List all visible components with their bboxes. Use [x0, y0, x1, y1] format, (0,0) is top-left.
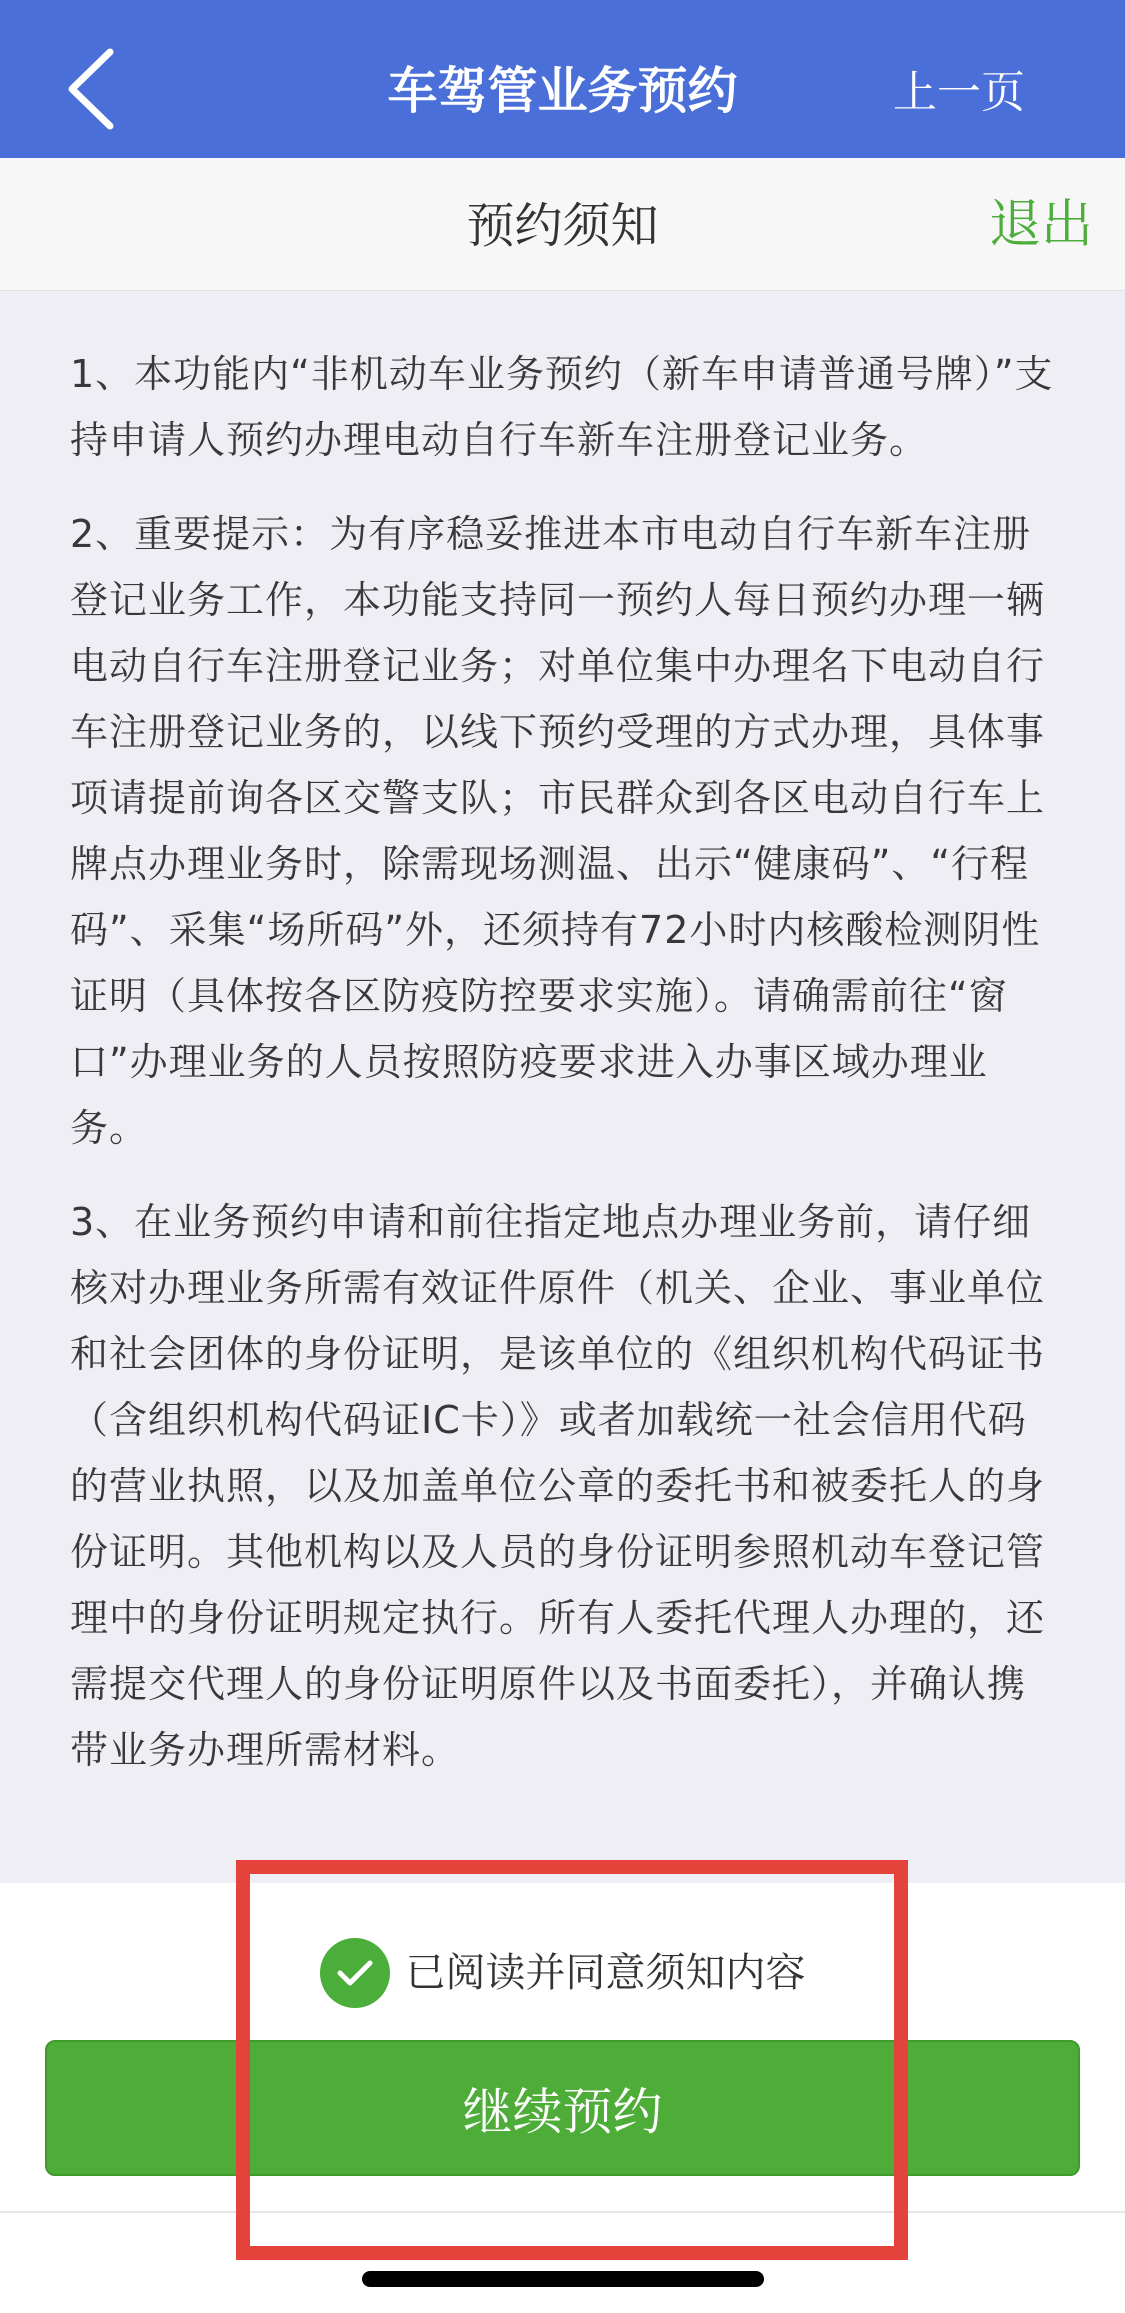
exit-button[interactable]: 退出: [988, 195, 1093, 255]
footer-divider: [0, 2211, 1125, 2213]
footer: [0, 1883, 1125, 2213]
prev-page-button[interactable]: 上一页: [893, 67, 1025, 118]
continue-button[interactable]: 继续预约: [45, 2040, 1080, 2176]
notice-title: 预约须知: [466, 198, 659, 254]
sub-header: [0, 158, 1125, 291]
agree-checkbox[interactable]: [0, 1938, 1125, 2008]
nav-bar: [0, 0, 1125, 158]
page-title: 车驾管业务预约: [387, 62, 738, 120]
notice-paragraph-1: 1、本功能内“非机动车业务预约（新车申请普通号牌）”支持申请人预约办理电动自行车新车注册登记业务。: [70, 352, 1054, 462]
check-circle-icon: [320, 1938, 390, 2008]
notice-paragraph-2: 2、重要提示：为有序稳妥推进本市电动自行车新车注册登记业务工作，本功能支持同一预约人每日预约办理一辆电动自行车注册登记业务；对单位集中办理名下电动自行车注册登记业务的，以线下预约受理的方式办理，具体事项请提前询各区交警支队；市民群众到各区电动自行车上牌点办理业务时，除需现场测温、出示“健康码”、“行程码”、采集“场所码”外，还须持有72小时内核酸检测阴性证明（具体按各区防疫防控要求实施）。请确需前往“窗口”办理业务的人员按照防疫要求进入办事区域办理业务。: [70, 512, 1046, 1150]
notice-text: [70, 341, 1060, 1811]
agree-label: 已阅读并同意须知内容: [405, 1950, 806, 1996]
notice-content[interactable]: [0, 291, 1125, 1883]
notice-paragraph-3: 3、在业务预约申请和前往指定地点办理业务前，请仔细核对办理业务所需有效证件原件（机关、企业、事业单位和社会团体的身份证明，是该单位的《组织机构代码证书（含组织机构代码证IC卡）》或者加载统一社会信用代码的营业执照，以及加盖单位公章的委托书和被委托人的身份证明。其他机构以及人员的身份证明参照机动车登记管理中的身份证明规定执行。所有人委托代理人办理的，还需提交代理人的身份证明原件以及书面委托），并确认携带业务办理所需材料。: [70, 1200, 1046, 1772]
home-indicator: [362, 2271, 764, 2287]
